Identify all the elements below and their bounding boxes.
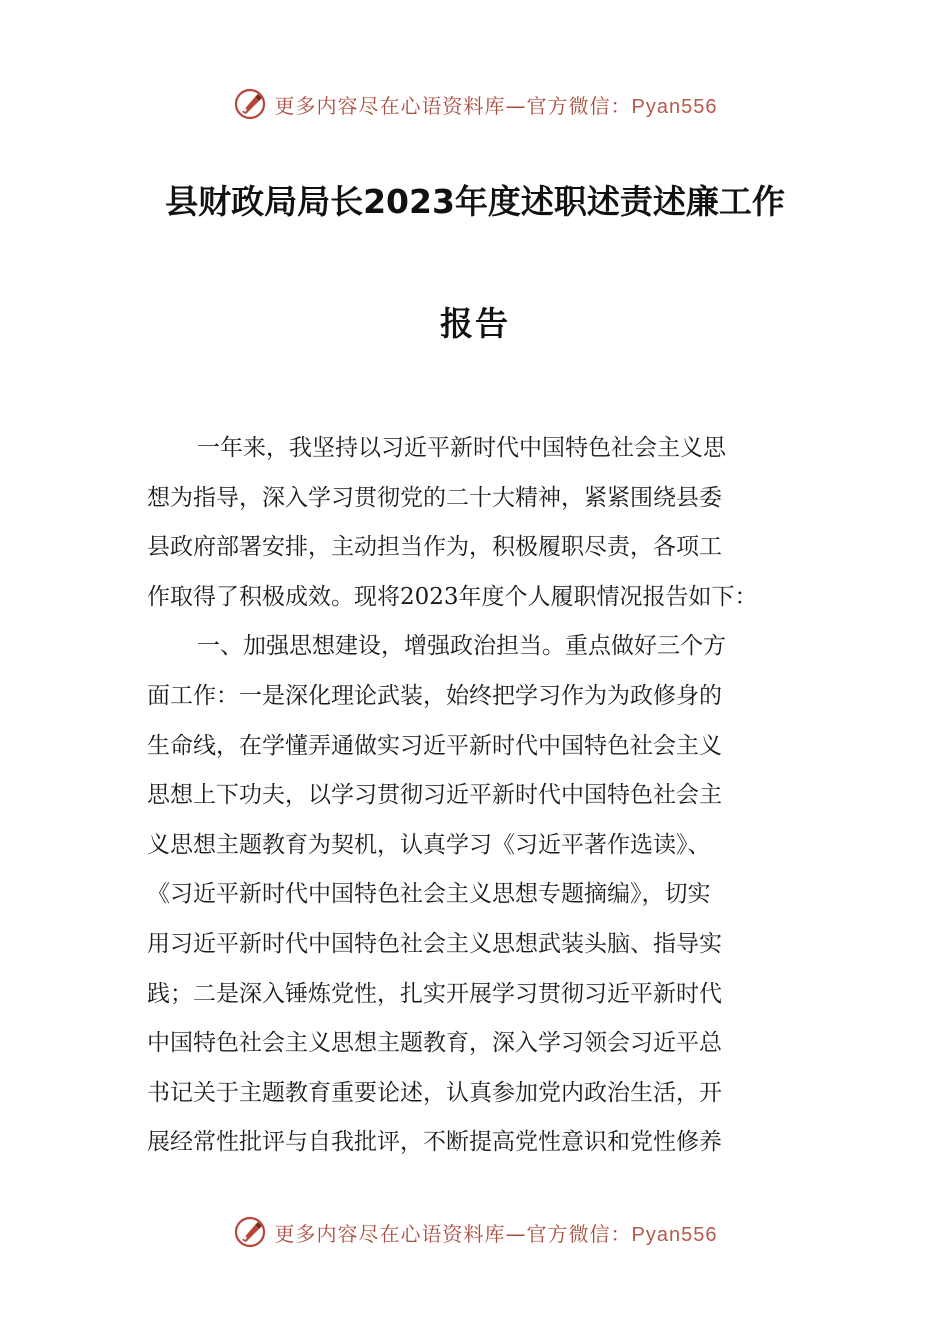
body-line: 县政府部署安排，主动担当作为，积极履职尽责，各项工 [147,534,722,561]
watermark-banner-top [0,84,950,124]
body-line: 想为指导，深入学习贯彻党的二十大精神，紧紧围绕县委 [147,484,722,511]
body-line: 义思想主题教育为契机，认真学习《习近平著作选读》、 [147,831,711,858]
watermark-banner-bottom [0,1212,950,1252]
body-line: 书记关于主题教育重要论述，认真参加党内政治生活，开 [147,1079,722,1106]
pen-nib-seal-icon [233,1215,267,1249]
body-line: 一年来，我坚持以习近平新时代中国特色社会主义思 [197,435,726,461]
body-line: 中国特色社会主义思想主题教育，深入学习领会习近平总 [147,1030,722,1057]
body-line: 生命线，在学懂弄通做实习近平新时代中国特色社会主义 [147,732,722,759]
document-body [147,428,804,1172]
document-title-line-2: 报告 [440,304,510,343]
body-line: 展经常性批评与自我批评，不断提高党性意识和党性修养 [147,1129,722,1156]
watermark-wechat-handle: Pyan556 [631,95,718,118]
watermark-wechat-handle: Pyan556 [631,1223,718,1246]
body-line: 一、加强思想建设，增强政治担当。重点做好三个方 [197,633,726,660]
pen-nib-seal-icon [233,87,267,121]
body-line: 思想上下功夫，以学习贯彻习近平新时代中国特色社会主 [147,782,722,809]
body-line: 践；二是深入锤炼党性，扎实开展学习贯彻习近平新时代 [147,980,722,1007]
body-line: 用习近平新时代中国特色社会主义思想武装头脑、指导实 [147,930,722,957]
watermark-text: 更多内容尽在心语资料库—官方微信：Pyan556 [274,93,718,118]
document-title-line-1: 县财政局局长2023年度述职述责述廉工作 [165,182,785,221]
watermark-text: 更多内容尽在心语资料库—官方微信：Pyan556 [274,1221,718,1246]
body-line: 面工作：一是深化理论武装，始终把学习作为为政修身的 [147,682,722,709]
body-line: 作取得了积极成效。现将2023年度个人履职情况报告如下： [147,583,758,610]
body-line: 《习近平新时代中国特色社会主义思想专题摘编》，切实 [147,881,711,908]
